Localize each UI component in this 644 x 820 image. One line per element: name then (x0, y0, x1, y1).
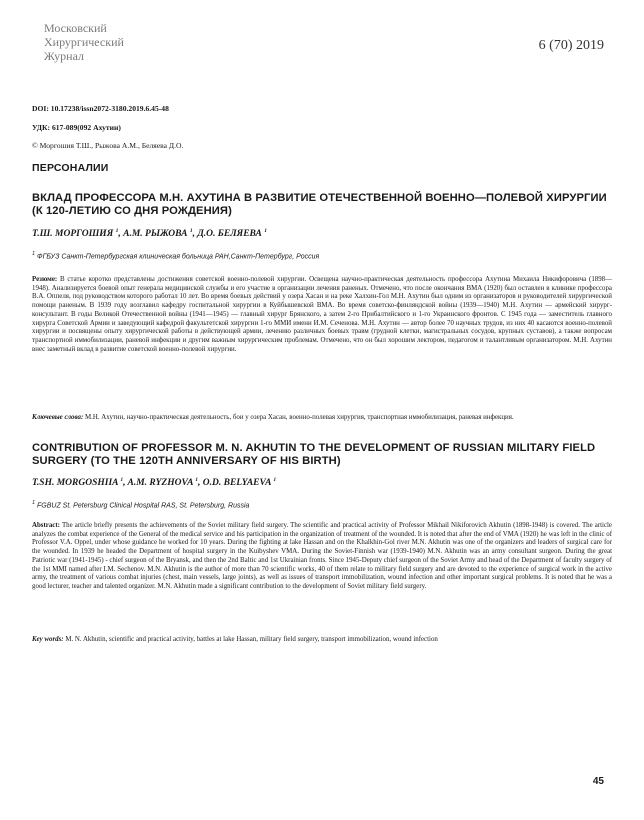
issue-number: 6 (70) 2019 (538, 38, 604, 53)
journal-logo (32, 22, 152, 74)
en-affiliation (32, 500, 249, 509)
en-title: CONTRIBUTION OF PROFESSOR M. N. AKHUTIN TO THE DEVELOPMENT OF RUSSIAN MILITARY FIELD SURGERY (TO THE 120TH ANNIVERSARY OF HIS BIRTH) (32, 442, 596, 467)
ru-author-3-sup: 1 (264, 228, 267, 234)
en-author-1: T.SH. MORGOSHIIA (32, 478, 118, 489)
en-author-1-sup: 1 (120, 477, 124, 483)
udk: УДК: 617-089(092 Ахутин) (32, 123, 121, 132)
journal-name-line2: Хирургический (44, 35, 124, 49)
ru-affiliation-text: ФГБУЗ Санкт-Петербургская клиническая больница РАН,Санкт-Петербург, Россия (37, 253, 320, 261)
en-keywords-label: Key words: (32, 636, 64, 643)
en-author-3: O.D. BELYAEVA (202, 478, 271, 489)
ru-keywords (32, 414, 612, 423)
en-author-3-sup: 1 (273, 477, 277, 483)
en-keywords (32, 636, 612, 645)
ru-abstract-label: Резюме: (32, 276, 58, 283)
ru-author-2: А.М. РЫЖОВА (123, 229, 188, 240)
copyright: © Моргошия Т.Ш., Рыжова А.М., Беляева Д.О. (32, 141, 184, 150)
ru-author-1-sup: 1 (115, 228, 119, 234)
doi: DOI: 10.17238/issn2072-3180.2019.6.45-48 (32, 104, 169, 113)
ru-affiliation (32, 251, 319, 260)
ru-authors: Т.Ш. МОРГОШИЯ $^1$, А.М. РЫЖОВА $^1$, Д.О. БЕЛЯЕВА $^1$ (32, 228, 267, 240)
journal-name-line1: Московский (44, 21, 107, 35)
ru-author-1: Т.Ш. МОРГОШИЯ (32, 229, 114, 240)
en-affiliation-sup: 1 (32, 500, 36, 506)
page-number: 45 (592, 776, 604, 787)
en-authors: T.SH. MORGOSHIIA $^1$, A.M. RYZHOVA $^1$, O.D. BELYAEVA $^1$ (32, 477, 277, 489)
en-abstract-label: Abstract: (32, 522, 60, 529)
en-affiliation-text: FGBUZ St. Petersburg Clinical Hospital RAS, St. Petersburg, Russia (37, 502, 250, 510)
en-author-2-sup: 1 (195, 477, 199, 483)
en-abstract-text: The article briefly presents the achievements of the Soviet military field surgery. The scientific and practical activity of Professor Mikhail Nikiforovich Akhutin (1898-1948) is covered. The article analyzes the combat experience of the General of the medical service and his participation in the organization of treatment of the wounded. It is noted that after the end of VMA (1920) he was left in the clinic of Professor V.A. Oppel, under whose guidance he worked for 10 years. During the fighting at lake Hassan and on the Khalkhin-Gol river M.N. Akhutin was one of the organizers and leaders of surgical care for the wounded. In 1939 he headed the Department of hospital surgery in the Kuibyshev VMA. During the Soviet-Finnish war (1939-1940) M.N. Akhutin was an army consultant surgeon. During the great Patriotic war (1941-1945) - chief surgeon of the Bryansk, and then the 2nd Baltic and 1st Ukrainian fronts. Since 1945-Deputy chief surgeon of the Soviet Army and head of the Department of faculty surgery of the 1st MMI named after I.M. Sechenov. M.N. Akhutin is the author of more than 70 scientific works, 40 of them relate to military field surgery and are devoted to the experience of surgical work in the active army, the treatment of various combat injuries (chest, main vessels, large joints), as well as issues of transport immobilization, wound infection and other important surgical problems. It is noted that he was a good lecturer, teacher and talented organizer. M.N. Akhutin made a significant contribution to the development of Soviet military field surgery. (32, 522, 612, 590)
en-keywords-text: M. N. Akhutin, scientific and practical activity, battles at lake Hassan, military field surgery, transport immobilization, wound infection (65, 636, 438, 643)
ru-abstract-text: В статье коротко представлены достижения советской военно-полевой хирургии. Освещена научно-практическая деятельность профессора Ахутина Михаила Никифоровича (1898—1948). Анализируется боевой опыт генерала медицинской службы и его участие в организации лечения раненых. Отмечено, что после окончания ВМА (1920) был оставлен в клинике профессора В.А. Оппеля, под руководством которого работал 10 лет. Во время боевых действий у озера Хасан и на реке Халхин-Гол М.Н. Ахутин был одним из организаторов и руководителей хирургической помощи раненым. В 1939 году возглавил кафедру госпитальной хирургии в Куйбышевской ВМА. Во время советско-финляндской войны (1939—1940) М.Н. Ахутин — армейский хирург-консультант. В годы Великой Отечественной войны (1941—1945) — главный хирург Брянского, а затем 2-го Прибалтийского и 1-го Украинского фронтов. С 1945 года — заместитель главного хирурга Советской Армии и заведующий кафедрой факультетской хирургии 1-го ММИ имени И.М. Сеченова. М.Н. Ахутин — автор более 70 научных трудов, из них 40 касаются военно-полевой хирургии и посвящены опыту хирургической работы в действующей армии, лечению различных боевых травм (грудной клетки, магистральных сосудов, крупных суставов), а также вопросам транспортной иммобилизации, раневой инфекции и другим важным хирургическим проблемам. Отмечено, что он был хорошим лектором, педагогом и талантливым организатором. М.Н. Ахутин внес заметный вклад в развитие советской военно-полевой хирургии. (32, 276, 612, 353)
ru-keywords-label: Ключевые слова: (32, 414, 84, 421)
ru-keywords-text: М.Н. Ахутин, научно-практическая деятельность, бои у озера Хасан, военно-полевая хирургия, транспортная иммобилизация, раневая инфекция. (85, 414, 514, 421)
ru-title: ВКЛАД ПРОФЕССОРА М.Н. АХУТИНА В РАЗВИТИЕ ОТЕЧЕСТВЕННОЙ ВОЕННО—ПОЛЕВОЙ ХИРУРГИИ (К 120-ЛЕТИЮ СО ДНЯ РОЖДЕНИЯ) (32, 192, 607, 217)
ru-affiliation-sup: 1 (32, 251, 36, 257)
journal-name-line3: Журнал (44, 49, 85, 63)
ru-author-3: Д.О. БЕЛЯЕВА (197, 229, 262, 240)
en-abstract (32, 522, 612, 592)
en-author-2: A.M. RYZHOVA (127, 478, 193, 489)
ru-author-2-sup: 1 (189, 228, 193, 234)
ru-abstract (32, 276, 612, 354)
section-heading: ПЕРСОНАЛИИ (32, 162, 109, 174)
